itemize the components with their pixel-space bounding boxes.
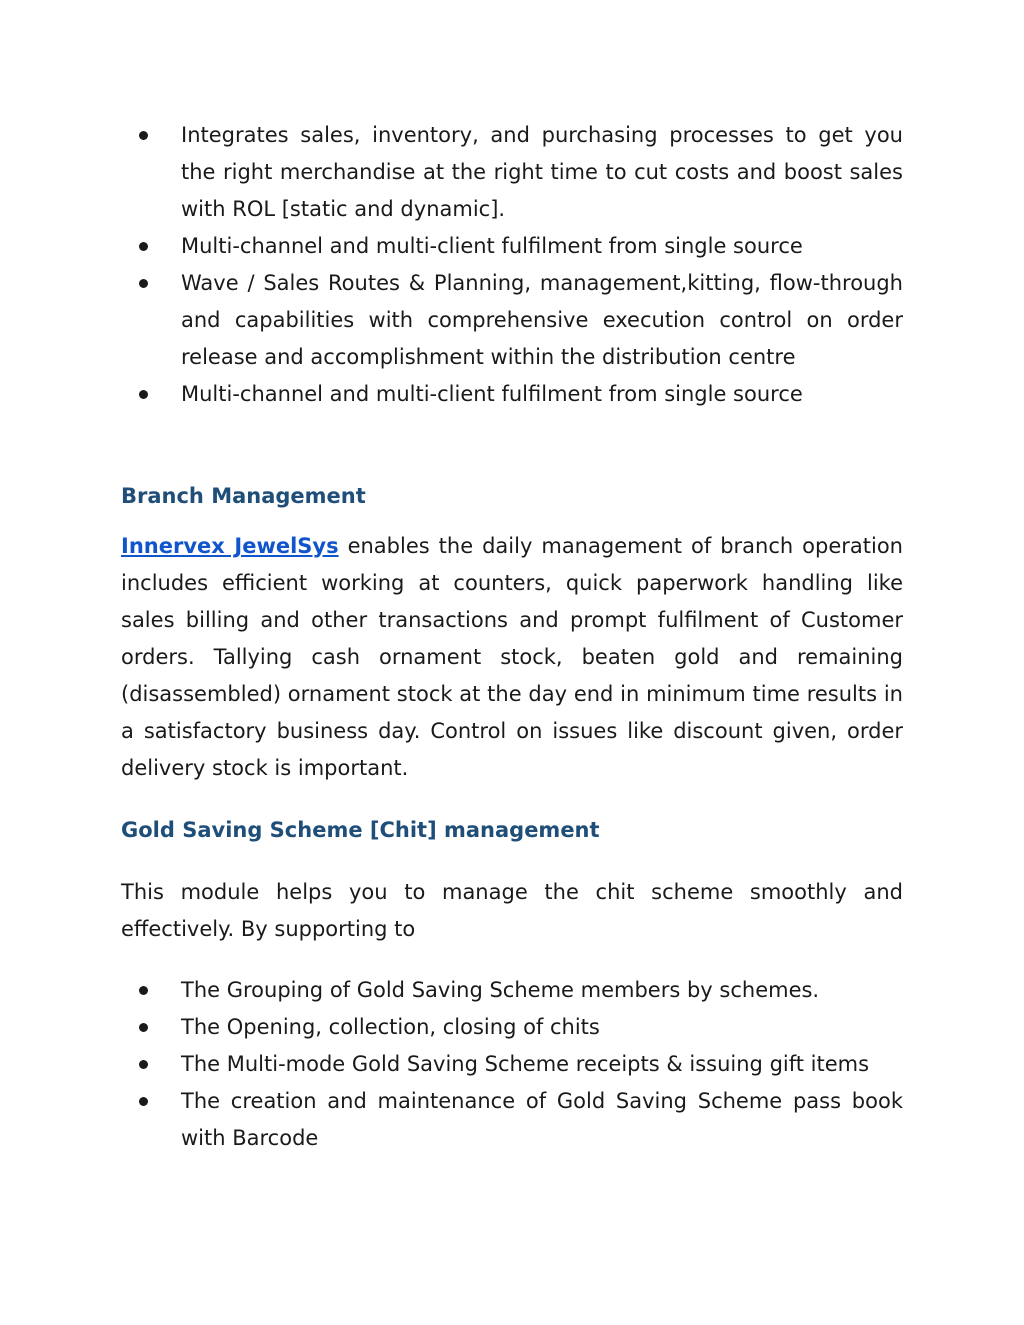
list-item-text: Multi-channel and multi-client fulfilment from single source [181,234,803,258]
list-item [121,1046,903,1083]
list-item-text: The Opening, collection, closing of chits [181,1015,600,1039]
list-item-text: Multi-channel and multi-client fulfilment from single source [181,382,803,406]
gold-saving-scheme-intro: This module helps you to manage the chit scheme smoothly and effectively. By supporting to [121,880,903,941]
list-item [121,265,903,376]
bullet-icon [139,986,148,995]
bullet-icon [139,1023,148,1032]
bullet-icon [139,1060,148,1069]
branch-management-paragraph [121,528,903,787]
branch-management-heading: Branch Management [121,484,366,508]
list-item-text: The creation and maintenance of Gold Saving Scheme pass book with Barcode [181,1089,903,1150]
list-item [121,972,903,1009]
gold-saving-scheme-heading: Gold Saving Scheme [Chit] management [121,818,600,842]
bullet-icon [139,1097,148,1106]
bullet-icon [139,279,148,288]
bullet-icon [139,131,148,140]
list-item-text: Integrates sales, inventory, and purchasing processes to get you the right merchandise at the right time to cut costs and boost sales with ROL [static and dynamic]. [181,123,903,221]
list-item-text: Wave / Sales Routes & Planning, management,kitting, flow-through and capabilities with comprehensive execution control on order release and accomplishment within the distribution centre [181,271,903,369]
list-item-text: The Grouping of Gold Saving Scheme members by schemes. [181,978,820,1002]
document-page [121,117,903,1157]
branch-management-body: enables the daily management of branch operation includes efficient working at counters, quick paperwork handling like sales billing and other transactions and prompt fulfilment of Customer orders. Tallying cash ornament stock, beaten gold and remaining (disassembled) ornament stock at the day end in minimum time results in a satisfactory business day. Control on issues like discount given, order delivery stock is important. [121,534,903,780]
bullet-icon [139,242,148,251]
innervex-jewelsys-link[interactable]: Innervex JewelSys [121,534,339,558]
features-list [121,117,903,413]
list-item [121,1083,903,1157]
list-item-text: The Multi-mode Gold Saving Scheme receipts & issuing gift items [181,1052,870,1076]
list-item [121,1009,903,1046]
list-item [121,117,903,228]
list-item [121,376,903,413]
gold-scheme-list [121,972,903,1157]
bullet-icon [139,390,148,399]
list-item [121,228,903,265]
